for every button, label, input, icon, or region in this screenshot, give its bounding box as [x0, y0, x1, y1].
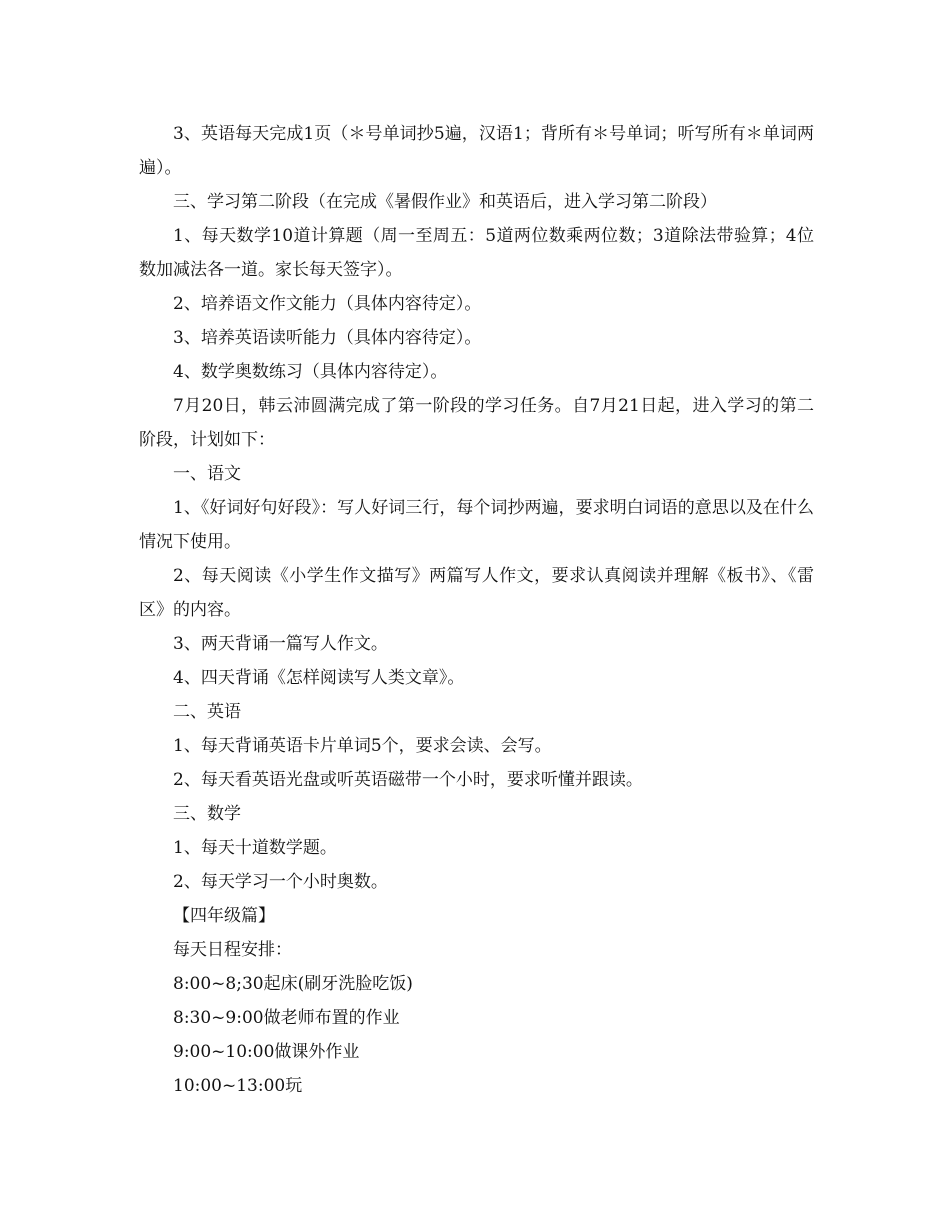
paragraph: 1、每天数学10道计算题（周一至周五：5道两位数乘两位数；3道除法带验算；4位数加减法各一道。家长每天签字）。	[139, 226, 814, 280]
section-heading: 二、英语	[173, 702, 241, 722]
section-heading: 一、语文	[173, 464, 241, 484]
paragraph: 4、数学奥数练习（具体内容待定）。	[173, 362, 448, 382]
section-heading: 三、数学	[173, 804, 241, 824]
document-body	[139, 117, 814, 1103]
paragraph: 2、每天学习一个小时奥数。	[173, 872, 388, 892]
section-heading: 三、学习第二阶段（在完成《暑假作业》和英语后，进入学习第二阶段）	[173, 192, 717, 212]
paragraph: 1、每天十道数学题。	[173, 838, 337, 858]
paragraph: 3、两天背诵一篇写人作文。	[173, 634, 388, 654]
schedule-item: 9:00~10:00做课外作业	[173, 1042, 360, 1062]
paragraph: 7月20日，韩云沛圆满完成了第一阶段的学习任务。自7月21日起，进入学习的第二阶段，计划如下：	[139, 396, 814, 450]
paragraph: 1、《好词好句好段》：写人好词三行，每个词抄两遍，要求明白词语的意思以及在什么情况下使用。	[139, 498, 814, 552]
paragraph: 2、每天阅读《小学生作文描写》两篇写人作文，要求认真阅读并理解《板书》、《雷区》的内容。	[139, 566, 814, 620]
paragraph: 3、英语每天完成1页（＊号单词抄5遍，汉语1；背所有＊号单词；听写所有＊单词两遍）。	[139, 124, 814, 178]
schedule-item: 10:00~13:00玩	[173, 1076, 303, 1096]
paragraph: 2、每天看英语光盘或听英语磁带一个小时，要求听懂并跟读。	[173, 770, 643, 790]
section-heading: 【四年级篇】	[173, 906, 275, 926]
paragraph: 3、培养英语读听能力（具体内容待定）。	[173, 328, 482, 348]
schedule-item: 8:00~8;30起床(刷牙洗脸吃饭)	[173, 974, 413, 994]
paragraph: 每天日程安排：	[173, 940, 292, 960]
schedule-item: 8:30~9:00做老师布置的作业	[173, 1008, 400, 1028]
paragraph: 2、培养语文作文能力（具体内容待定）。	[173, 294, 482, 314]
paragraph: 4、四天背诵《怎样阅读写人类文章》。	[173, 668, 465, 688]
paragraph: 1、每天背诵英语卡片单词5个，要求会读、会写。	[173, 736, 552, 756]
